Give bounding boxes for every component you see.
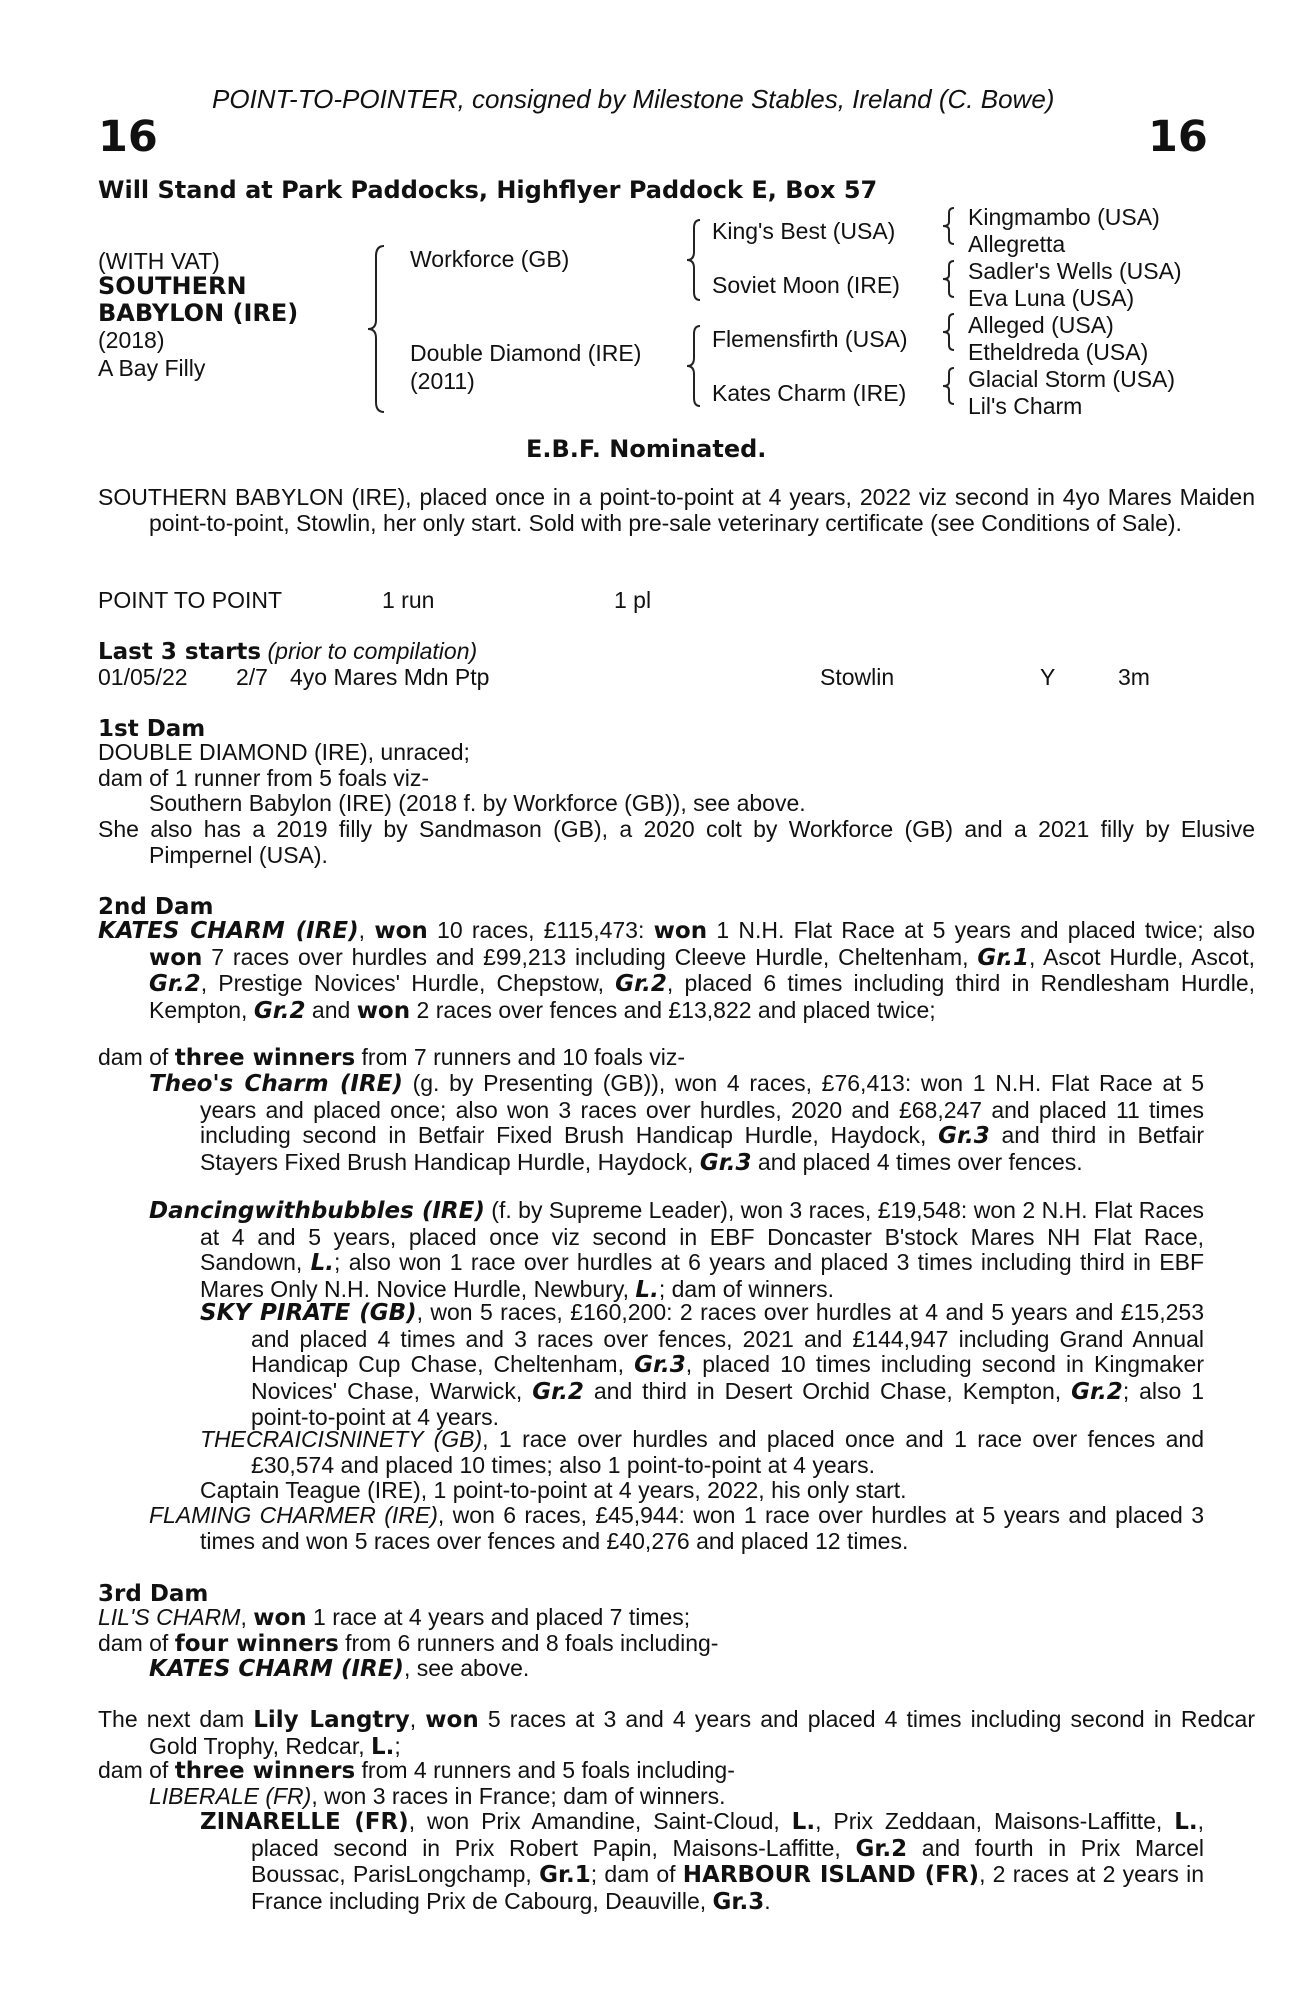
pedigree-brace-sd bbox=[940, 259, 958, 299]
start-distance: 3m bbox=[1118, 664, 1150, 690]
vat-note: (WITH VAT) bbox=[98, 248, 220, 274]
pedigree-ssd: Allegretta bbox=[968, 231, 1066, 257]
dam2-heading: 2nd Dam bbox=[98, 894, 214, 920]
horse-name-line2: BABYLON (IRE) bbox=[98, 299, 299, 327]
start-course: Stowlin bbox=[820, 664, 895, 690]
pedigree-sire: Workforce (GB) bbox=[410, 246, 570, 272]
ebf-nominated: E.B.F. Nominated. bbox=[526, 435, 767, 463]
last-starts-heading: Last 3 starts (prior to compilation) bbox=[98, 638, 478, 665]
pedigree-sds: Sadler's Wells (USA) bbox=[968, 258, 1182, 284]
stand-location: Will Stand at Park Paddocks, Highflyer Paddock E, Box 57 bbox=[98, 176, 878, 204]
pedigree-dam-dam: Kates Charm (IRE) bbox=[712, 380, 907, 406]
pedigree-dsd: Etheldreda (USA) bbox=[968, 339, 1149, 365]
summary-paragraph: SOUTHERN BABYLON (IRE), placed once in a point-to-point at 4 years, 2022 viz second in 4yo Mares Maiden point-to-point, Stowlin, her only start. Sold with pre-sale veterinary certificate (see Conditions of Sale). bbox=[98, 484, 1255, 536]
horse-name-line1: SOUTHERN bbox=[98, 272, 247, 300]
pedigree-dds: Glacial Storm (USA) bbox=[968, 366, 1176, 392]
start-date: 01/05/22 bbox=[98, 664, 188, 690]
pedigree-brace-sire bbox=[684, 218, 704, 302]
pedigree-sire-sire: King's Best (USA) bbox=[712, 218, 896, 244]
theos-charm-entry: Theo's Charm (IRE) (g. by Presenting (GB)), won 4 races, £76,413: won 1 N.H. Flat Race at 5 years and placed once; also won 3 races over hurdles, 2020 and £68,247 and placed 11 times including second in Betfair Fixed Brush Handicap Hurdle, Haydock, Gr.3 and third in Betfair Stayers Fixed Brush Handicap Hurdle, Haydock, Gr.3 and placed 4 times over fences. bbox=[149, 1070, 1205, 1176]
record-label: POINT TO POINT bbox=[98, 587, 283, 613]
pedigree-ddd: Lil's Charm bbox=[968, 393, 1083, 419]
start-position: 2/7 bbox=[236, 664, 268, 690]
dam1-line1: DOUBLE DIAMOND (IRE), unraced; bbox=[98, 739, 470, 765]
sky-pirate-entry: SKY PIRATE (GB), won 5 races, £160,200: 2 races over hurdles at 4 and 5 years and £15,253 and placed 4 times and 3 races over fences, 2021 and £144,947 including Grand Annual Handicap Cup Chase, Cheltenham, Gr.3, placed 10 times including second in Kingmaker Novices' Chase, Warwick, Gr.2 and third in Desert Orchid Chase, Kempton, Gr.2; also 1 point-to-point at 4 years. bbox=[200, 1299, 1205, 1430]
consignment-line: POINT-TO-POINTER, consigned by Milestone Stables, Ireland (C. Bowe) bbox=[212, 84, 1055, 114]
pedigree-dss: Alleged (USA) bbox=[968, 312, 1114, 338]
dam3-kates-charm: KATES CHARM (IRE), see above. bbox=[149, 1655, 530, 1682]
lot-number-right: 16 bbox=[1148, 112, 1208, 162]
dam2-dam-of: dam of three winners from 7 runners and 10 foals viz- bbox=[98, 1044, 685, 1071]
horse-year: (2018) bbox=[98, 327, 165, 353]
dam3-heading: 3rd Dam bbox=[98, 1581, 209, 1607]
start-race: 4yo Mares Mdn Ptp bbox=[290, 664, 490, 690]
captain-teague-entry: Captain Teague (IRE), 1 point-to-point at 4 years, 2022, his only start. bbox=[200, 1477, 907, 1503]
pedigree-sire-dam: Soviet Moon (IRE) bbox=[712, 272, 900, 298]
record-placed: 1 pl bbox=[614, 587, 652, 613]
dam1-line4: She also has a 2019 filly by Sandmason (GB), a 2020 colt by Workforce (GB) and a 2021 filly by Elusive Pimpernel (USA). bbox=[98, 816, 1255, 868]
dam3-dam-of: dam of four winners from 6 runners and 8 foals including- bbox=[98, 1630, 719, 1657]
pedigree-sss: Kingmambo (USA) bbox=[968, 204, 1160, 230]
flaming-charmer-entry: FLAMING CHARMER (IRE), won 6 races, £45,944: won 1 race over hurdles at 5 years and placed 3 times and won 5 races over fences and £40,276 and placed 12 times. bbox=[149, 1502, 1204, 1554]
dam2-paragraph: KATES CHARM (IRE), won 10 races, £115,473: won 1 N.H. Flat Race at 5 years and placed twice; also won 7 races over hurdles and £99,213 including Cleeve Hurdle, Cheltenham, Gr.1, Ascot Hurdle, Ascot, Gr.2, Prestige Novices' Hurdle, Chepstow, Gr.2, placed 6 times including third in Rendlesham Hurdle, Kempton, Gr.2 and won 2 races over fences and £13,822 and placed twice; bbox=[98, 917, 1256, 1024]
nextdam-dam-of: dam of three winners from 4 runners and 5 foals including- bbox=[98, 1757, 735, 1784]
record-runs: 1 run bbox=[382, 587, 435, 613]
pedigree-dam: Double Diamond (IRE) bbox=[410, 340, 642, 366]
start-going: Y bbox=[1040, 664, 1056, 690]
pedigree-brace-dam bbox=[684, 324, 704, 408]
dam1-heading: 1st Dam bbox=[98, 716, 206, 742]
zinarelle-entry: ZINARELLE (FR), won Prix Amandine, Saint-Cloud, L., Prix Zeddaan, Maisons-Laffitte, L., placed second in Prix Robert Papin, Maisons-Laffitte, Gr.2 and fourth in Prix Marcel Boussac, ParisLongchamp, Gr.1; dam of HARBOUR ISLAND (FR), 2 races at 2 years in France including Prix de Cabourg, Deauville, Gr.3. bbox=[200, 1808, 1205, 1915]
dancingwithbubbles-entry: Dancingwithbubbles (IRE) (f. by Supreme Leader), won 3 races, £19,548: won 2 N.H. Flat Races at 4 and 5 years, placed once viz second in EBF Doncaster B'stock Mares NH Flat Race, Sandown, L.; also won 1 race over hurdles at 6 years and placed 3 times including third in EBF Mares Only N.H. Novice Hurdle, Newbury, L.; dam of winners. bbox=[149, 1197, 1205, 1303]
lot-number-left: 16 bbox=[98, 112, 158, 162]
pedigree-brace-ss bbox=[940, 206, 958, 246]
dam1-line3: Southern Babylon (IRE) (2018 f. by Workforce (GB)), see above. bbox=[149, 790, 806, 816]
pedigree-dam-year: (2011) bbox=[410, 368, 475, 394]
dam1-line2: dam of 1 runner from 5 foals viz- bbox=[98, 765, 430, 791]
pedigree-brace-main bbox=[364, 244, 388, 414]
thecraicisninety-entry: THECRAICISNINETY (GB), 1 race over hurdles and placed once and 1 race over fences and £30,574 and placed 10 times; also 1 point-to-point at 4 years. bbox=[200, 1426, 1204, 1478]
dam3-line1: LIL'S CHARM, won 1 race at 4 years and placed 7 times; bbox=[98, 1604, 691, 1631]
pedigree-brace-dd bbox=[940, 366, 958, 406]
liberale-entry: LIBERALE (FR), won 3 races in France; dam of winners. bbox=[149, 1783, 726, 1809]
horse-description: A Bay Filly bbox=[98, 355, 206, 381]
pedigree-brace-ds bbox=[940, 312, 958, 352]
nextdam-paragraph: The next dam Lily Langtry, won 5 races at 3 and 4 years and placed 4 times including second in Redcar Gold Trophy, Redcar, L.; bbox=[98, 1706, 1256, 1760]
pedigree-sdd: Eva Luna (USA) bbox=[968, 285, 1135, 311]
pedigree-dam-sire: Flemensfirth (USA) bbox=[712, 326, 908, 352]
